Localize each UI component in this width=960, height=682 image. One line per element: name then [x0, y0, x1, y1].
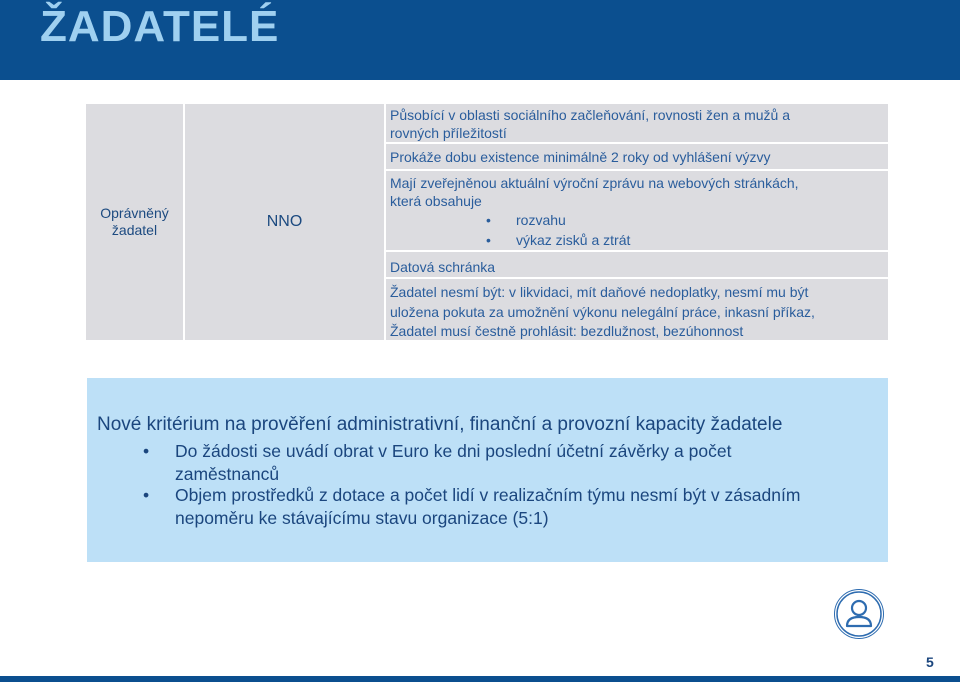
eligible-applicant-line1: Oprávněný	[100, 205, 169, 221]
page-title: ŽADATELÉ	[40, 2, 280, 51]
condition-3-subitem-2	[390, 230, 888, 250]
condition-3-subitem-1	[390, 210, 888, 230]
condition-3-line2: která obsahuje	[390, 193, 482, 209]
criterion-item-2	[143, 484, 875, 529]
bullet-icon: •	[486, 232, 491, 248]
bullet-icon: •	[486, 212, 491, 228]
criterion-2-line2: nepoměru ke stávajícímu stavu organizace (5:1)	[175, 507, 549, 528]
condition-3-line1: Mají zveřejněnou aktuální výroční zprávu na webových stránkách,	[390, 175, 799, 191]
condition-1-line2: rovných příležitostí	[390, 125, 507, 141]
condition-1-line1: Působící v oblasti sociálního začleňování, rovnosti žen a mužů a	[390, 107, 790, 123]
user-icon	[834, 589, 884, 639]
condition-row-4	[386, 252, 888, 277]
new-criterion-title: Nové kritérium na prověření administrativní, finanční a provozní kapacity žadatele	[97, 414, 783, 435]
condition-5-line1: Žadatel nesmí být: v likvidaci, mít daňové nedoplatky, nesmí mu být	[390, 284, 809, 300]
condition-row-5	[386, 279, 888, 340]
eligibility-table	[86, 104, 888, 340]
condition-row-3	[386, 171, 888, 250]
condition-4-line1: Datová schránka	[390, 259, 496, 275]
criterion-1-line1: Do žádosti se uvádí obrat v Euro ke dni poslední účetní závěrky a počet	[175, 441, 732, 461]
condition-5-line3: Žadatel musí čestně prohlásit: bezdlužnost, bezúhonnost	[390, 323, 744, 339]
eligible-applicant-line2: žadatel	[111, 222, 158, 238]
criterion-item-1	[143, 440, 875, 485]
condition-5-line2: uložena pokuta za umožnění výkonu nelegální práce, inkasní příkaz,	[390, 303, 815, 320]
applicant-type-label: NNO	[266, 213, 303, 230]
page-number: 5	[926, 654, 934, 670]
criterion-2-line1: Objem prostředků z dotace a počet lidí v realizačním týmu nesmí být v zásadním	[175, 485, 801, 505]
condition-2-line1: Prokáže dobu existence minimálně 2 roky od vyhlášení výzvy	[390, 149, 771, 165]
condition-row-2	[386, 144, 888, 169]
new-criterion-panel	[87, 378, 888, 562]
header-bar	[0, 0, 960, 80]
conditions-column	[386, 104, 888, 340]
bullet-icon: •	[143, 441, 150, 461]
subitem-label: rozvahu	[516, 212, 566, 228]
footer-bar	[0, 676, 960, 682]
user-icon-graphic	[835, 590, 883, 638]
bullet-icon: •	[143, 485, 150, 505]
criterion-1-line2: zaměstnanců	[175, 463, 280, 484]
applicant-type-cell	[185, 104, 384, 340]
condition-row-1	[386, 104, 888, 142]
subitem-label: výkaz zisků a ztrát	[516, 232, 631, 248]
eligible-applicant-cell	[86, 104, 183, 340]
